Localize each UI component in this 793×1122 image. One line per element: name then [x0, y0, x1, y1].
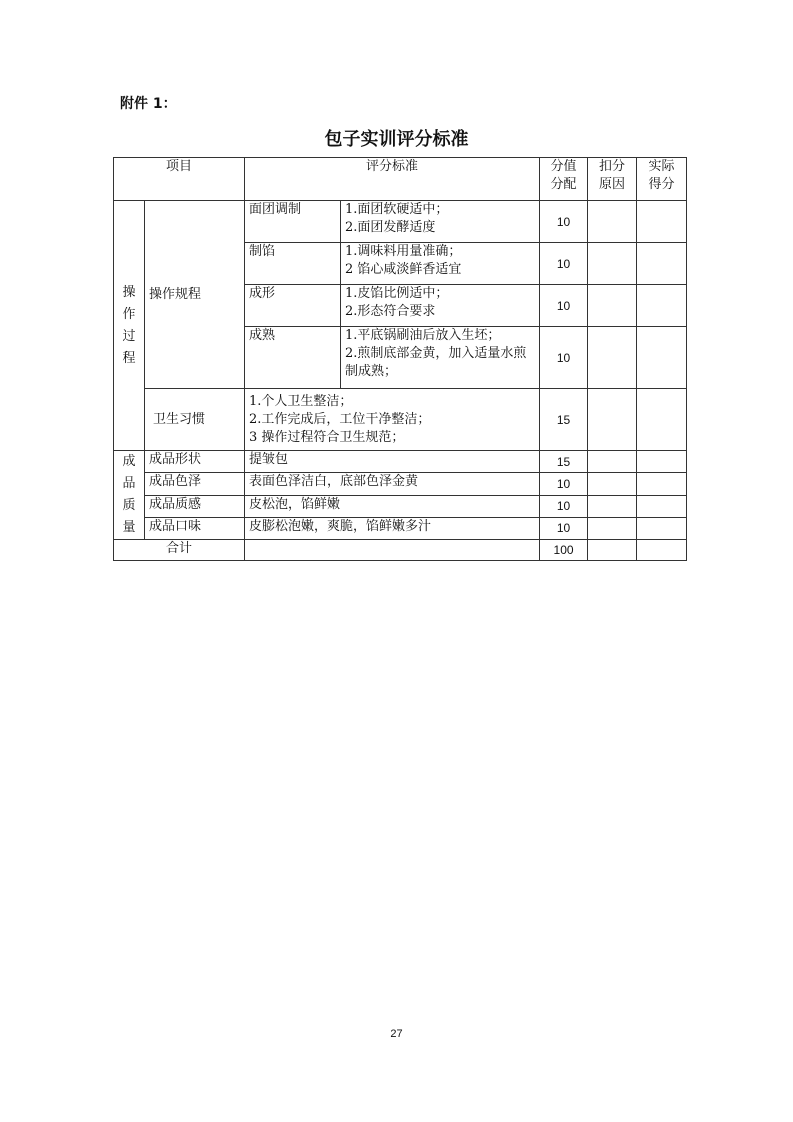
header-criteria: 评分标准: [245, 158, 540, 201]
quality-score: 10: [540, 473, 588, 495]
step-name: 面团调制: [245, 201, 341, 243]
step-score: 10: [540, 201, 588, 243]
deduct-cell: [588, 389, 637, 451]
actual-cell: [637, 285, 687, 327]
page-number: 27: [390, 1028, 403, 1040]
quality-criteria: 皮膨松泡嫩，爽脆，馅鲜嫩多汁: [245, 517, 540, 539]
step-score: 10: [540, 327, 588, 389]
deduct-cell: [588, 327, 637, 389]
deduct-cell: [588, 201, 637, 243]
step-criteria: 1.平底锅刷油后放入生坯； 2.煎制底部金黄，加入适量水煎制成熟；: [341, 327, 540, 389]
step-criteria: 1.调味料用量准确； 2 馅心咸淡鲜香适宜: [341, 243, 540, 285]
table-row: [114, 201, 687, 243]
table-row: [114, 389, 687, 451]
actual-cell: [637, 540, 687, 561]
quality-item-name: 成品质感: [145, 495, 245, 517]
step-score: 10: [540, 285, 588, 327]
table-row: [114, 517, 687, 539]
actual-cell: [637, 243, 687, 285]
actual-cell: [637, 327, 687, 389]
deduct-cell: [588, 451, 637, 473]
deduct-cell: [588, 495, 637, 517]
deduct-cell: [588, 243, 637, 285]
process-category: 操 作 过 程: [114, 201, 145, 451]
actual-cell: [637, 473, 687, 495]
document-title: 包子实训评分标准: [324, 129, 469, 150]
actual-cell: [637, 495, 687, 517]
quality-score: 10: [540, 495, 588, 517]
quality-item-name: 成品色泽: [145, 473, 245, 495]
actual-cell: [637, 517, 687, 539]
deduct-cell: [588, 285, 637, 327]
actual-cell: [637, 389, 687, 451]
header-deduct-reason: 扣分 原因: [588, 158, 637, 201]
step-score: 10: [540, 243, 588, 285]
hygiene-label: 卫生习惯: [145, 389, 245, 451]
step-name: 成熟: [245, 327, 341, 389]
quality-score: 15: [540, 451, 588, 473]
table-row: [114, 451, 687, 473]
table-row: [114, 473, 687, 495]
quality-item-name: 成品形状: [145, 451, 245, 473]
step-name: 成形: [245, 285, 341, 327]
quality-score: 10: [540, 517, 588, 539]
quality-criteria: 提皱包: [245, 451, 540, 473]
quality-criteria: 表面色泽洁白，底部色泽金黄: [245, 473, 540, 495]
step-name: 制馅: [245, 243, 341, 285]
hygiene-criteria: 1.个人卫生整洁； 2.工作完成后，工位干净整洁； 3 操作过程符合卫生规范；: [245, 389, 540, 451]
actual-cell: [637, 201, 687, 243]
header-row: [114, 158, 687, 201]
attachment-label: 附件 1：: [120, 96, 177, 112]
scoring-table: [113, 157, 687, 561]
total-criteria-cell: [245, 540, 540, 561]
step-criteria: 1.皮馅比例适中； 2.形态符合要求: [341, 285, 540, 327]
total-label: 合计: [114, 540, 245, 561]
header-item: 项目: [114, 158, 245, 201]
deduct-cell: [588, 517, 637, 539]
header-actual-score: 实际 得分: [637, 158, 687, 201]
actual-cell: [637, 451, 687, 473]
total-row: [114, 540, 687, 561]
hygiene-score: 15: [540, 389, 588, 451]
quality-category: 成 品 质 量: [114, 451, 145, 540]
quality-item-name: 成品口味: [145, 517, 245, 539]
procedure-label: 操作规程: [145, 201, 245, 389]
header-score: 分值 分配: [540, 158, 588, 201]
total-score: 100: [540, 540, 588, 561]
step-criteria: 1.面团软硬适中； 2.面团发酵适度: [341, 201, 540, 243]
table-row: [114, 495, 687, 517]
deduct-cell: [588, 473, 637, 495]
quality-criteria: 皮松泡，馅鲜嫩: [245, 495, 540, 517]
deduct-cell: [588, 540, 637, 561]
